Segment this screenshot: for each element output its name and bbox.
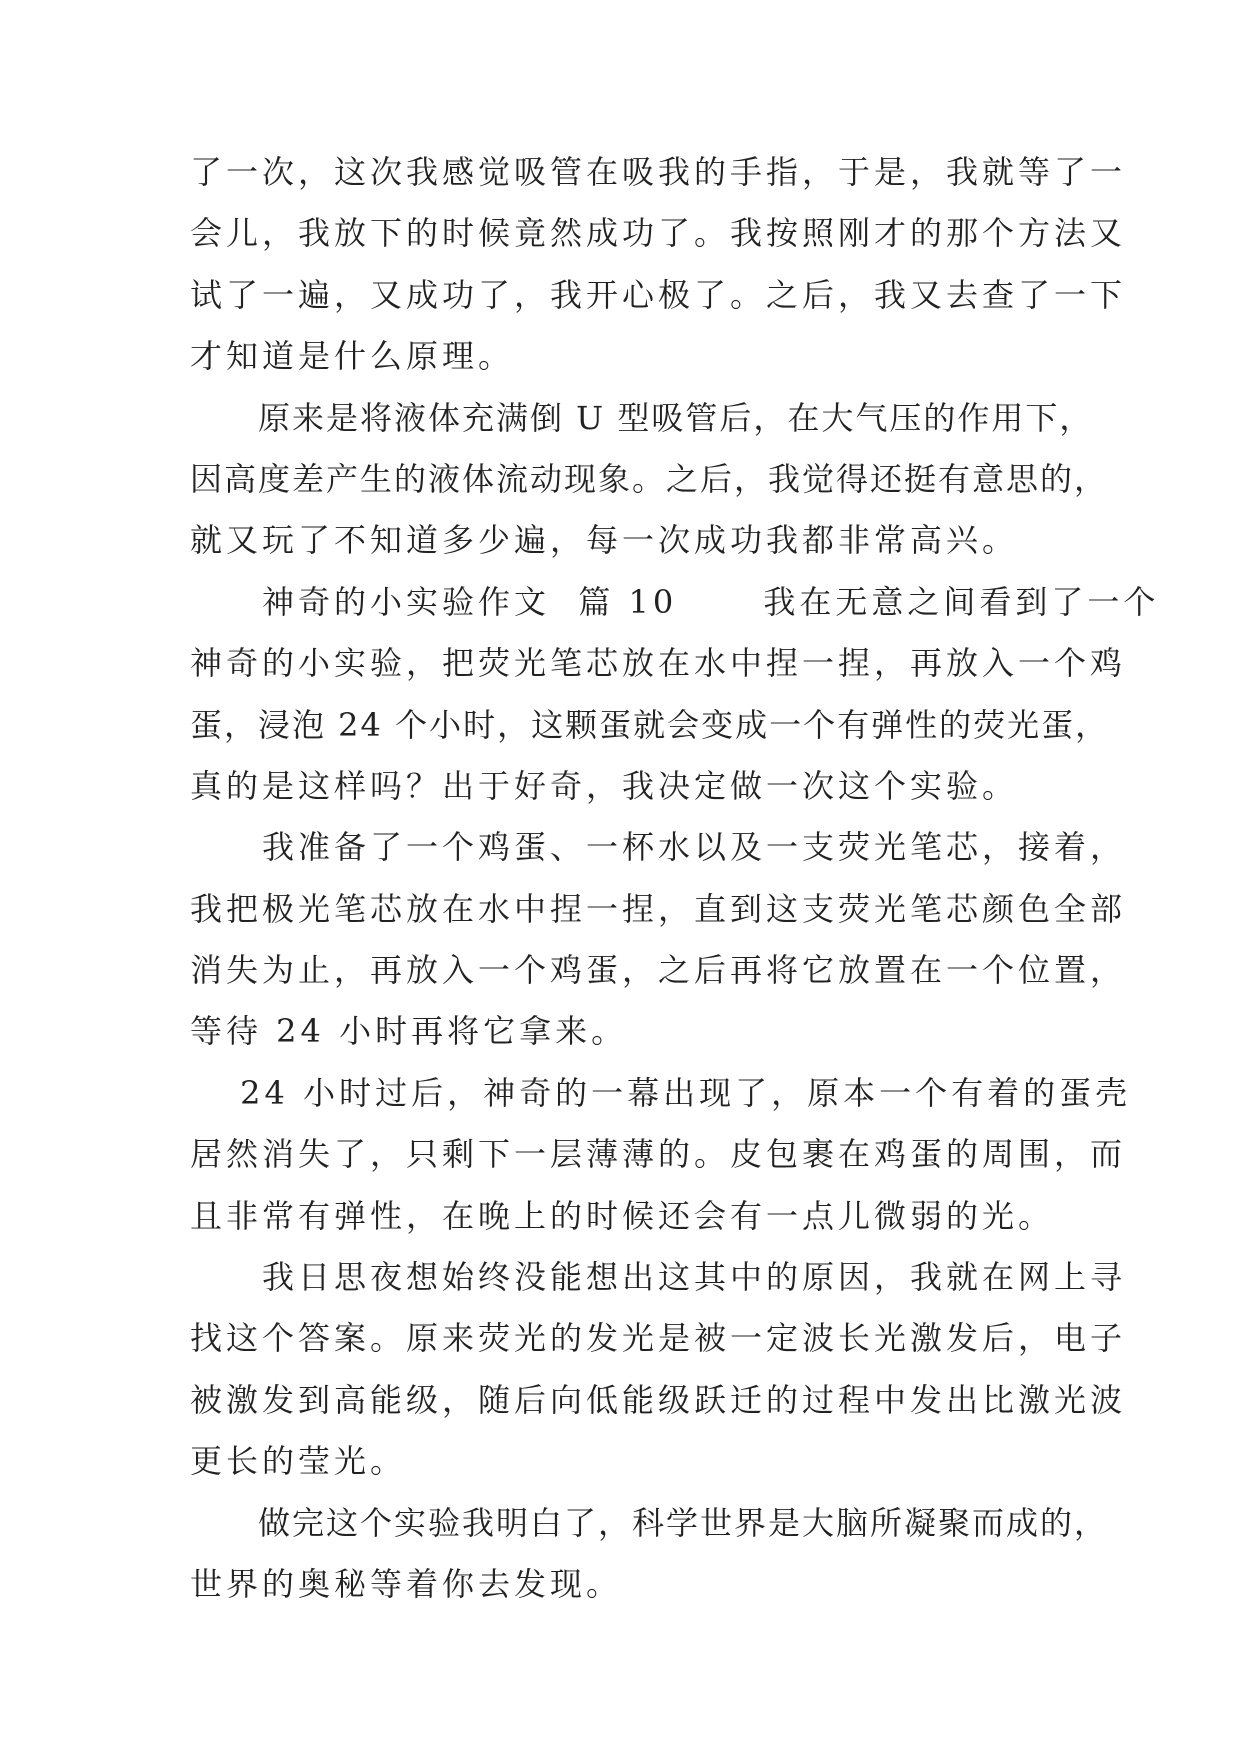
document-body	[190, 152, 1160, 1625]
paragraph	[190, 398, 1109, 561]
text-line: 了一次，这次我感觉吸管在吸我的手指，于是，我就等了一	[190, 153, 1127, 191]
text-line: 蛋，浸泡 24 个小时，这颗蛋就会变成一个有弹性的荧光蛋，	[190, 705, 1110, 744]
text-line: 我把极光笔芯放在水中捏一捏，直到这支荧光笔芯颜色全部	[190, 889, 1127, 928]
text-line: 被激发到高能级，随后向低能级跃迁的过程中发出比激光波	[190, 1380, 1127, 1419]
text-line: 24 小时过后，神奇的一幕出现了，原本一个有着的蛋壳	[190, 1073, 1132, 1112]
text-line: 试了一遍，又成功了，我开心极了。之后，我又去查了一下	[190, 275, 1127, 314]
paragraph	[190, 1257, 1127, 1481]
text-line: 找这个答案。原来荧光的发光是被一定波长光激发后，电子	[190, 1319, 1127, 1358]
paragraph	[190, 827, 1127, 1051]
text-line: 更长的莹光。	[190, 1442, 407, 1481]
text-line: 真的是这样吗？出于好奇，我决定做一次这个实验。	[190, 766, 1019, 805]
text-line: 因高度差产生的液体流动现象。之后，我觉得还挺有意思的，	[190, 459, 1109, 498]
text-line: 我日思夜想始终没能想出这其中的原因，我就在网上寻	[190, 1258, 1127, 1297]
paragraph	[190, 1073, 1132, 1236]
text-line: 才知道是什么原理。	[190, 337, 515, 376]
text-line: 原来是将液体充满倒 U 型吸管后，在大气压的作用下，	[190, 398, 1094, 437]
text-line: 居然消失了，只剩下一层薄薄的。皮包裹在鸡蛋的周围，而	[190, 1135, 1127, 1174]
text-line: 等待 24 小时再将它拿来。	[190, 1012, 628, 1051]
text-line: 我准备了一个鸡蛋、一杯水以及一支荧光笔芯，接着，	[190, 828, 1127, 867]
paragraph	[190, 1503, 1109, 1604]
text-line: 会儿，我放下的时候竟然成功了。我按照刚才的那个方法又	[190, 214, 1127, 253]
text-line: 且非常有弹性，在晚上的时候还会有一点儿微弱的光。	[190, 1196, 1055, 1235]
text-line: 神奇的小实验，把荧光笔芯放在水中捏一捏，再放入一个鸡	[190, 644, 1127, 683]
text-line: 就又玩了不知道多少遍，每一次成功我都非常高兴。	[190, 521, 1019, 560]
paragraph	[190, 582, 1160, 806]
text-line: 做完这个实验我明白了，科学世界是大脑所凝聚而成的，	[190, 1503, 1109, 1542]
text-line: 消失为止，再放入一个鸡蛋，之后再将它放置在一个位置，	[190, 951, 1127, 990]
text-line: 神奇的小实验作文 篇 10 我在无意之间看到了一个	[190, 582, 1160, 621]
paragraph	[190, 152, 1127, 376]
text-line: 世界的奥秘等着你去发现。	[190, 1564, 623, 1603]
